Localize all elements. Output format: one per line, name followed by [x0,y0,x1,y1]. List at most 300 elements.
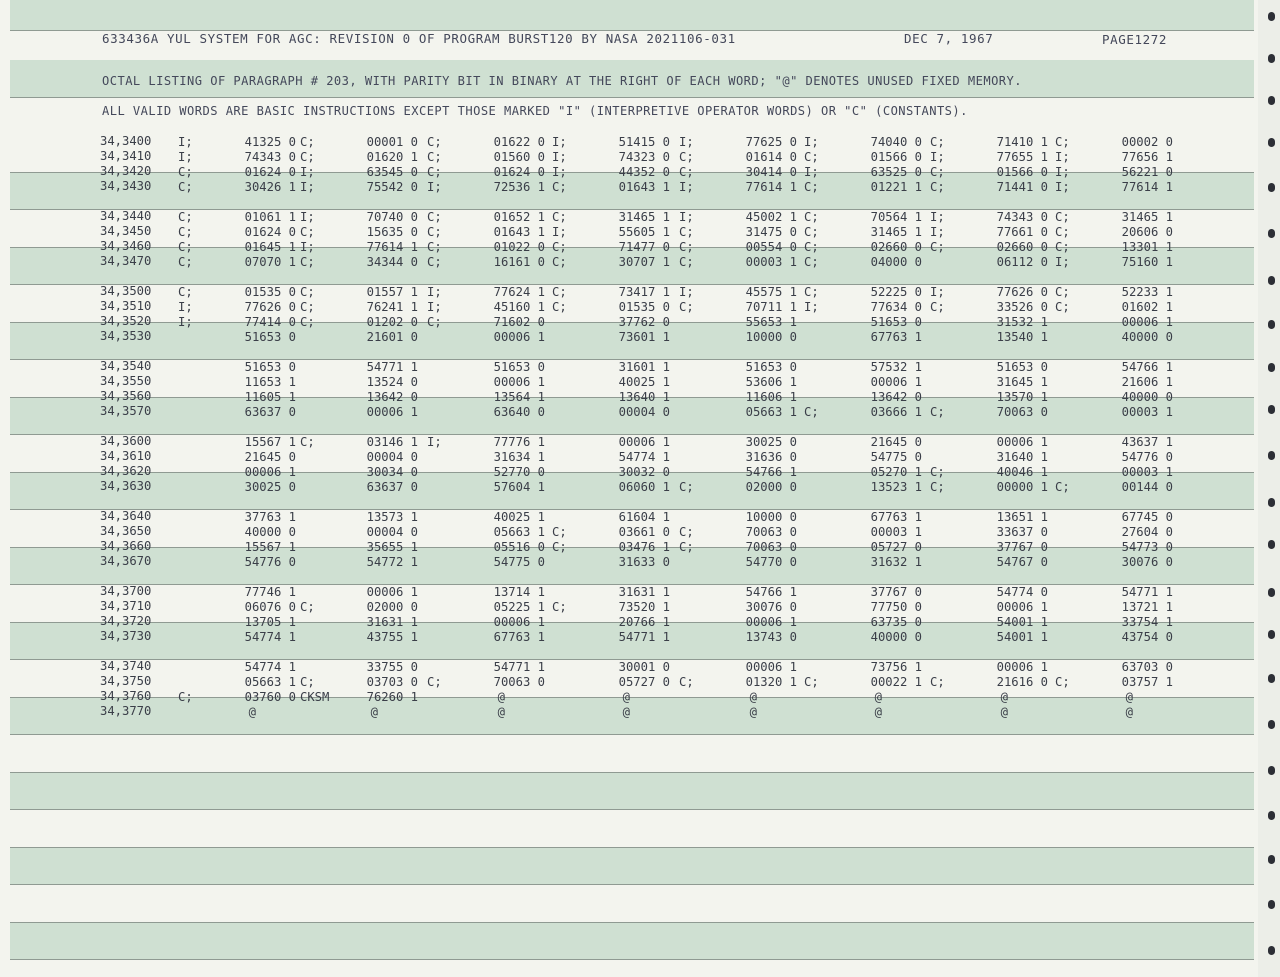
memory-word [552,209,670,224]
word-type-marker: I; [552,224,567,239]
octal-value: 45160 1 [493,299,545,314]
octal-value: 01022 0 [493,239,545,254]
memory-word [679,704,797,719]
word-type-marker: C; [804,224,819,239]
octal-value: 74323 0 [618,149,670,164]
word-type-marker: C; [1055,134,1070,149]
octal-value: 77750 0 [870,599,922,614]
feed-hole [1268,720,1275,729]
word-type-marker: C; [427,164,442,179]
row-address: 34,3740 [100,659,152,673]
octal-value: 63703 0 [1121,659,1173,674]
listing-row [0,674,1258,689]
memory-word [427,284,545,299]
memory-word [552,164,670,179]
paper-band [10,0,1254,30]
word-type-marker: I; [427,299,442,314]
octal-value: 16161 0 [493,254,545,269]
memory-word [178,209,296,224]
octal-value: 00001 0 [366,134,418,149]
octal-value: @ [749,704,757,719]
memory-word [300,374,418,389]
word-type-marker: C; [552,524,567,539]
row-address: 34,3540 [100,359,152,373]
memory-word [300,224,418,239]
octal-value: 43637 1 [1121,434,1173,449]
octal-value: 74343 0 [996,209,1048,224]
octal-value: 00003 1 [1121,464,1173,479]
memory-word [930,674,1048,689]
memory-word [300,314,418,329]
word-type-marker: I; [804,164,819,179]
memory-word [552,449,670,464]
memory-word [427,404,545,419]
memory-word [930,704,1048,719]
memory-word [679,359,797,374]
feed-hole [1268,855,1275,864]
feed-hole [1268,674,1275,683]
word-type-marker: C; [552,254,567,269]
word-type-marker: C; [1055,299,1070,314]
octal-value: 05270 1 [870,464,922,479]
memory-word [300,404,418,419]
listing-row [0,164,1258,179]
memory-word [804,299,922,314]
memory-word [1055,224,1173,239]
octal-value: 70740 0 [366,209,418,224]
memory-word [552,479,670,494]
octal-value: 40025 1 [618,374,670,389]
octal-value: 01557 1 [366,284,418,299]
word-type-marker: C; [930,404,945,419]
memory-word [1055,674,1173,689]
memory-word [679,614,797,629]
octal-value: 40000 0 [870,629,922,644]
memory-word [1055,209,1173,224]
memory-word [679,314,797,329]
word-type-marker: I; [552,164,567,179]
octal-value: 54766 1 [1121,359,1173,374]
feed-hole [1268,588,1275,597]
memory-word [1055,449,1173,464]
octal-value: 21616 0 [996,674,1048,689]
octal-value: 00006 1 [996,599,1048,614]
octal-value: 01645 1 [244,239,296,254]
octal-value: 31465 1 [1121,209,1173,224]
octal-value: 05516 0 [493,539,545,554]
row-address: 34,3650 [100,524,152,538]
octal-value: 07070 1 [244,254,296,269]
memory-word [300,389,418,404]
octal-value: 70063 0 [745,524,797,539]
octal-value: 54774 1 [618,449,670,464]
octal-value: 01643 1 [618,179,670,194]
row-address: 34,3700 [100,584,152,598]
word-type-marker: C; [178,689,193,704]
octal-value: 00002 0 [1121,134,1173,149]
octal-value: @ [622,689,630,704]
word-type-marker: I; [930,149,945,164]
octal-value: 70564 1 [870,209,922,224]
octal-value: 77414 0 [244,314,296,329]
memory-word [930,539,1048,554]
memory-word [930,479,1048,494]
octal-value: 77656 1 [1121,149,1173,164]
memory-word [1055,689,1173,704]
octal-value: 54773 0 [1121,539,1173,554]
memory-word [679,134,797,149]
memory-word [930,509,1048,524]
octal-value: 54774 0 [996,584,1048,599]
memory-word [178,554,296,569]
word-type-marker: C; [300,254,315,269]
memory-word [300,479,418,494]
octal-value: 03757 1 [1121,674,1173,689]
memory-word [1055,374,1173,389]
octal-value: 13642 0 [870,389,922,404]
octal-value: 77614 1 [1121,179,1173,194]
memory-word [1055,134,1173,149]
row-address: 34,3450 [100,224,152,238]
octal-value: 31640 1 [996,449,1048,464]
octal-value: @ [874,689,882,704]
memory-word [1055,479,1173,494]
memory-word [804,479,922,494]
word-type-marker: C; [804,179,819,194]
octal-value: 34344 0 [366,254,418,269]
listing-row [0,284,1258,299]
memory-word [300,599,418,614]
memory-word [552,389,670,404]
word-type-marker: I; [552,149,567,164]
octal-value: @ [874,704,882,719]
memory-word [178,224,296,239]
octal-value: 00004 0 [618,404,670,419]
octal-value: 13573 1 [366,509,418,524]
octal-value: 54766 1 [745,464,797,479]
octal-value: 54771 1 [493,659,545,674]
octal-value: 27604 0 [1121,524,1173,539]
memory-word [930,149,1048,164]
octal-value: 01566 0 [996,164,1048,179]
row-address: 34,3710 [100,599,152,613]
memory-word [300,629,418,644]
octal-value: 51653 0 [745,359,797,374]
octal-value: 70711 1 [745,299,797,314]
memory-word [679,149,797,164]
octal-value: 52770 0 [493,464,545,479]
octal-value: 06060 1 [618,479,670,494]
word-type-marker: C; [427,314,442,329]
octal-value: 54774 1 [244,659,296,674]
word-type-marker: C; [930,134,945,149]
octal-value: 02660 0 [870,239,922,254]
listing-row [0,599,1258,614]
memory-word [804,329,922,344]
memory-word [552,254,670,269]
memory-word [300,509,418,524]
memory-word [427,329,545,344]
octal-value: 74040 0 [870,134,922,149]
memory-word [427,599,545,614]
listing-row [0,299,1258,314]
octal-value: @ [497,689,505,704]
memory-word [178,629,296,644]
row-address: 34,3460 [100,239,152,253]
octal-value: 76241 1 [366,299,418,314]
word-type-marker: I; [300,164,315,179]
octal-value: 54766 1 [745,584,797,599]
word-type-marker: I; [679,284,694,299]
word-type-marker: C; [804,209,819,224]
octal-value: 06076 0 [244,599,296,614]
octal-value: 54001 1 [996,614,1048,629]
row-address: 34,3440 [100,209,152,223]
word-type-marker: C; [930,479,945,494]
octal-value: 20606 0 [1121,224,1173,239]
memory-word [552,299,670,314]
memory-word [178,584,296,599]
word-type-marker: C; [552,179,567,194]
word-type-marker: I; [930,209,945,224]
word-type-marker: I; [930,284,945,299]
memory-word [679,599,797,614]
octal-value: 35655 1 [366,539,418,554]
header-page-number: PAGE1272 [1102,32,1168,47]
memory-word [804,209,922,224]
octal-value: 13564 1 [493,389,545,404]
listing-row [0,659,1258,674]
memory-word [930,329,1048,344]
memory-word [930,524,1048,539]
octal-value: 40000 0 [1121,329,1173,344]
octal-value: 02000 0 [745,479,797,494]
memory-word [1055,239,1173,254]
memory-word [552,539,670,554]
octal-value: 71602 0 [493,314,545,329]
paper-rule [10,959,1254,960]
row-address: 34,3760 [100,689,152,703]
octal-value: @ [1000,689,1008,704]
memory-word [930,359,1048,374]
octal-value: 30076 0 [1121,554,1173,569]
word-type-marker: I; [804,299,819,314]
listing-row [0,239,1258,254]
octal-value: 04000 0 [870,254,922,269]
word-type-marker: C; [427,239,442,254]
memory-word [1055,704,1173,719]
memory-word [930,239,1048,254]
memory-word [427,434,545,449]
octal-value: 67745 0 [1121,509,1173,524]
memory-word [1055,284,1173,299]
octal-value: 13301 1 [1121,239,1173,254]
memory-word [1055,389,1173,404]
memory-word [1055,629,1173,644]
octal-value: 03666 1 [870,404,922,419]
memory-word [427,254,545,269]
memory-word [427,614,545,629]
row-address: 34,3410 [100,149,152,163]
octal-value: 37767 0 [870,584,922,599]
memory-word [804,239,922,254]
word-type-marker: C; [552,299,567,314]
octal-value: 03146 1 [366,434,418,449]
octal-value: 31634 1 [493,449,545,464]
octal-value: 00006 1 [1121,314,1173,329]
memory-word [300,704,418,719]
memory-word [300,449,418,464]
memory-word [300,164,418,179]
paper-rule [10,809,1254,810]
word-type-marker: C; [1055,239,1070,254]
memory-word [300,674,418,689]
row-address: 34,3510 [100,299,152,313]
octal-value: 31465 1 [618,209,670,224]
memory-word [552,659,670,674]
memory-word [930,389,1048,404]
word-type-marker: I; [679,209,694,224]
memory-word [552,704,670,719]
octal-value: 30034 0 [366,464,418,479]
word-type-marker: C; [804,149,819,164]
word-type-marker: C; [300,314,315,329]
row-address: 34,3470 [100,254,152,268]
memory-word [930,584,1048,599]
memory-word [1055,254,1173,269]
memory-word [804,224,922,239]
octal-value: 00006 1 [996,434,1048,449]
listing-row [0,389,1258,404]
memory-word [679,164,797,179]
memory-word [930,374,1048,389]
octal-value: 33754 1 [1121,614,1173,629]
memory-word [1055,164,1173,179]
memory-word [178,674,296,689]
memory-word [679,299,797,314]
tractor-feed-edge [1258,0,1280,977]
memory-word [552,329,670,344]
octal-value: @ [1125,689,1133,704]
octal-value: 00006 1 [493,614,545,629]
memory-word [178,359,296,374]
octal-value: 77634 0 [870,299,922,314]
memory-word [804,584,922,599]
octal-value: 01061 1 [244,209,296,224]
octal-value: 30426 1 [244,179,296,194]
memory-word [300,689,418,704]
memory-word [300,524,418,539]
memory-word [178,599,296,614]
memory-word [552,689,670,704]
octal-value: 10000 0 [745,509,797,524]
word-type-marker: C; [1055,284,1070,299]
octal-value: 02000 0 [366,599,418,614]
memory-word [679,584,797,599]
memory-word [300,554,418,569]
feed-hole [1268,138,1275,147]
octal-value: 57532 1 [870,359,922,374]
octal-value: 03661 0 [618,524,670,539]
row-address: 34,3530 [100,329,152,343]
octal-value: 05727 0 [618,674,670,689]
feed-hole [1268,12,1275,21]
octal-value: 77614 1 [745,179,797,194]
octal-value: 63637 0 [366,479,418,494]
listing-row [0,584,1258,599]
word-type-marker: C; [427,149,442,164]
memory-word [679,674,797,689]
header-line-3: ALL VALID WORDS ARE BASIC INSTRUCTIONS EXCEPT THOSE MARKED "I" (INTERPRETIVE OPERATOR WORDS) OR "C" (CONSTANTS). [102,104,968,118]
octal-value: 70063 0 [745,539,797,554]
octal-value: 40046 1 [996,464,1048,479]
memory-word [679,449,797,464]
octal-value: 00006 1 [618,434,670,449]
octal-value: 70063 0 [996,404,1048,419]
octal-value: 00006 1 [996,659,1048,674]
octal-value: 77746 1 [244,584,296,599]
paper-rule [10,884,1254,885]
word-type-marker: C; [679,299,694,314]
word-type-marker: I; [679,134,694,149]
octal-value: 52225 0 [870,284,922,299]
memory-word [804,704,922,719]
memory-word [804,434,922,449]
octal-value: 63735 0 [870,614,922,629]
octal-value: 71410 1 [996,134,1048,149]
memory-word [804,674,922,689]
word-type-marker: C; [804,254,819,269]
word-type-marker: C; [300,674,315,689]
memory-word [300,329,418,344]
word-type-marker: I; [1055,179,1070,194]
word-type-marker: C; [178,284,193,299]
row-address: 34,3770 [100,704,152,718]
octal-value: 21645 0 [870,434,922,449]
word-type-marker: C; [552,599,567,614]
memory-word [552,629,670,644]
row-address: 34,3420 [100,164,152,178]
word-type-marker: I; [1055,149,1070,164]
octal-value: 77626 0 [244,299,296,314]
memory-word [804,659,922,674]
octal-value: 55605 1 [618,224,670,239]
word-type-marker: C; [300,134,315,149]
memory-word [178,404,296,419]
word-type-marker: C; [300,299,315,314]
memory-word [1055,434,1173,449]
memory-word [552,614,670,629]
feed-hole [1268,766,1275,775]
memory-word [552,314,670,329]
octal-value: 31631 1 [618,584,670,599]
octal-value: 01602 1 [1121,299,1173,314]
listing-row [0,224,1258,239]
word-type-marker: C; [178,179,193,194]
octal-value: 52233 1 [1121,284,1173,299]
octal-value: 13523 1 [870,479,922,494]
octal-value: 00006 1 [366,584,418,599]
octal-value: 01320 1 [745,674,797,689]
word-type-marker: C; [930,164,945,179]
memory-word [178,254,296,269]
memory-word [178,524,296,539]
octal-value: 00006 1 [244,464,296,479]
paper-band [10,847,1254,885]
octal-value: 01652 1 [493,209,545,224]
octal-value: 76260 1 [366,689,418,704]
octal-value: 54771 1 [366,359,418,374]
